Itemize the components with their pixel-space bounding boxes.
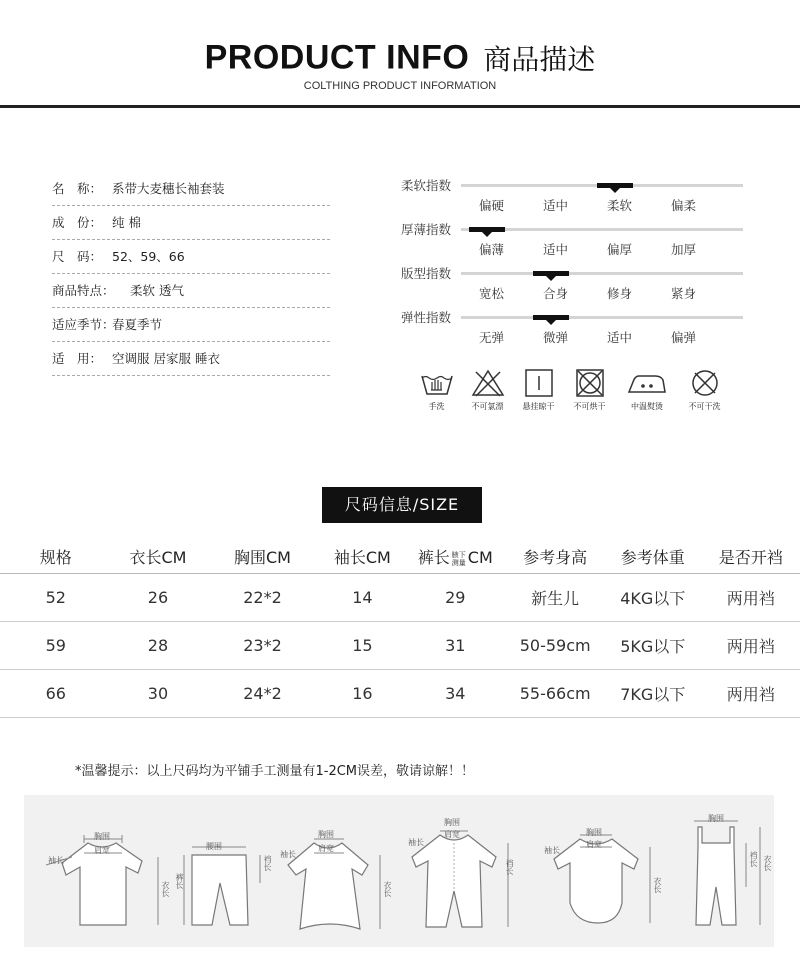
page-title [0, 38, 800, 78]
fabric-indices [401, 176, 746, 352]
cell-crotch: 两用裆 [726, 637, 775, 656]
product-info-list [52, 172, 330, 376]
index-option: 无弹 [479, 330, 505, 345]
cell-chest: 23*2 [243, 636, 282, 655]
care-item [618, 368, 676, 412]
col-header-chest: 胸围CM [234, 548, 291, 567]
label-shoulder: 肩宽 [444, 830, 460, 839]
col-header-crotch: 是否开裆 [718, 548, 783, 567]
cell-height: 50-59cm [519, 636, 591, 655]
index-track [461, 316, 743, 319]
label-chest: 胸围 [586, 828, 602, 837]
label-crotch: 裆长 [505, 859, 514, 875]
cell-sleeve: 14 [352, 588, 373, 607]
col-header-length: 衣长CM [129, 548, 187, 567]
care-item [414, 368, 459, 412]
page-subtitle: COLTHING PRODUCT INFORMATION [303, 80, 497, 92]
size-banner: 尺码信息/SIZE [322, 487, 482, 523]
index-option: 加厚 [671, 242, 697, 257]
col-header-weight: 参考体重 [620, 548, 685, 567]
pants-unit: CM [467, 548, 493, 567]
col-header-pants [404, 545, 506, 568]
cell-sleeve: 15 [352, 636, 373, 655]
index-option: 合身 [543, 286, 569, 301]
index-label: 柔软指数 [401, 178, 452, 193]
care-label: 不可烘干 [573, 402, 606, 411]
cell-spec: 59 [45, 636, 66, 655]
label-length: 衣长 [653, 877, 662, 893]
index-option: 紧身 [671, 286, 697, 301]
care-item [516, 368, 561, 412]
table-header-row [0, 540, 800, 574]
info-key: 尺 码： [52, 249, 103, 264]
label-pants-length: 裤长 [175, 873, 184, 889]
pants-diagram [172, 795, 272, 947]
label-crotch: 裆长 [263, 855, 272, 871]
overalls-diagram [672, 795, 772, 947]
index-option: 适中 [543, 198, 569, 213]
measurement-diagrams [24, 795, 774, 947]
care-label: 中温熨烫 [631, 402, 663, 411]
cell-length: 28 [147, 636, 169, 655]
cell-sleeve: 16 [352, 684, 373, 703]
label-chest: 胸围 [708, 814, 724, 823]
index-option: 偏弹 [671, 330, 697, 345]
label-chest: 胸围 [444, 818, 460, 827]
care-label: 悬挂晾干 [522, 402, 555, 411]
label-sleeve: 袖长 [48, 856, 64, 865]
index-option: 偏薄 [479, 242, 505, 257]
no-dry-clean-icon [687, 368, 723, 398]
care-item [567, 368, 612, 412]
thickness-index [401, 220, 746, 264]
cell-chest: 22*2 [243, 588, 282, 607]
top-diagram [38, 795, 168, 947]
label-sleeve: 袖长 [280, 850, 296, 859]
label-waist: 腰围 [206, 842, 222, 851]
cell-weight: 7KG以下 [620, 685, 686, 704]
cell-weight: 5KG以下 [620, 637, 686, 656]
info-row-features [52, 274, 330, 308]
cell-spec: 66 [45, 684, 66, 703]
fit-index [401, 264, 746, 308]
bodysuit-diagram [534, 795, 664, 947]
header-divider [0, 105, 800, 108]
index-track [461, 272, 743, 275]
title-en: PRODUCT INFO [204, 38, 470, 77]
cell-pants: 31 [445, 636, 466, 655]
note-top: 腋下 [451, 550, 466, 559]
index-option: 适中 [543, 242, 569, 257]
info-value: 52、59、66 [112, 249, 185, 264]
index-label: 版型指数 [401, 266, 452, 281]
label-chest: 胸围 [318, 830, 334, 839]
no-tumble-dry-icon [572, 368, 608, 398]
info-value: 纯 棉 [112, 215, 141, 230]
hand-wash-icon [419, 368, 455, 398]
col-header-sleeve: 袖长CM [333, 548, 391, 567]
info-row-size [52, 240, 330, 274]
index-label: 弹性指数 [401, 310, 452, 325]
label-shoulder: 肩宽 [94, 846, 110, 855]
index-option: 偏硬 [479, 198, 505, 213]
table-row [0, 622, 800, 670]
info-value: 空调服 居家服 睡衣 [112, 351, 220, 366]
cell-length: 30 [147, 684, 169, 703]
info-key: 商品特点： [52, 283, 115, 298]
hang-dry-icon [521, 368, 557, 398]
measure-note [452, 551, 466, 567]
info-key: 成 份： [52, 215, 103, 230]
info-value: 系带大麦穗长袖套装 [112, 181, 225, 196]
index-option: 适中 [607, 330, 633, 345]
index-marker [533, 315, 569, 320]
label-sleeve: 袖长 [544, 846, 560, 855]
info-value: 柔软 透气 [130, 283, 184, 298]
index-track [461, 184, 743, 187]
info-value: 春夏季节 [112, 317, 163, 332]
romper-diagram [404, 795, 524, 947]
cell-crotch: 两用裆 [726, 589, 775, 608]
care-instructions [414, 368, 733, 412]
note-bottom: 测量 [451, 558, 466, 567]
index-option: 修身 [607, 286, 633, 301]
iron-medium-icon [625, 368, 669, 398]
info-row-material [52, 206, 330, 240]
label-length: 衣长 [383, 881, 392, 897]
col-header-spec: 规格 [39, 548, 72, 567]
no-bleach-icon [470, 368, 506, 398]
index-option: 微弹 [543, 330, 569, 345]
info-row-season [52, 308, 330, 342]
cell-height: 55-66cm [519, 684, 591, 703]
care-label: 不可氯漂 [471, 402, 504, 411]
label-chest: 胸围 [94, 832, 110, 841]
cell-length: 26 [147, 588, 169, 607]
cell-crotch: 两用裆 [726, 685, 775, 704]
index-option: 偏厚 [607, 242, 633, 257]
elasticity-index [401, 308, 746, 352]
size-table [0, 540, 800, 718]
cell-chest: 24*2 [243, 684, 282, 703]
care-item [682, 368, 727, 412]
label-shoulder: 肩宽 [586, 840, 602, 849]
care-item [465, 368, 510, 412]
info-row-name [52, 172, 330, 206]
measurement-note: *温馨提示：以上尺码均为平铺手工测量有1-2CM误差，敬请谅解！！ [75, 764, 475, 779]
care-label: 手洗 [428, 402, 445, 411]
care-label: 不可干洗 [688, 402, 721, 411]
index-track [461, 228, 743, 231]
softness-index [401, 176, 746, 220]
info-key: 适 用： [52, 351, 103, 366]
index-option: 宽松 [479, 286, 505, 301]
label-crotch: 裆长 [749, 851, 758, 867]
pants-label: 裤长 [417, 548, 450, 567]
wrap-top-diagram [274, 795, 394, 947]
cell-weight: 4KG以下 [620, 589, 686, 608]
label-length: 衣长 [161, 881, 170, 897]
col-header-height: 参考身高 [523, 548, 588, 567]
info-key: 适应季节： [52, 317, 115, 332]
cell-spec: 52 [45, 588, 66, 607]
index-marker [533, 271, 569, 276]
index-marker [469, 227, 505, 232]
cell-height: 新生儿 [531, 589, 580, 608]
info-row-usage [52, 342, 330, 376]
index-label: 厚薄指数 [401, 222, 452, 237]
label-shoulder: 肩宽 [318, 844, 334, 853]
index-option: 偏柔 [671, 198, 697, 213]
table-row [0, 574, 800, 622]
table-row [0, 670, 800, 718]
info-key: 名 称： [52, 181, 103, 196]
index-option: 柔软 [607, 198, 633, 213]
index-marker [597, 183, 633, 188]
label-sleeve: 袖长 [408, 838, 424, 847]
cell-pants: 29 [445, 588, 466, 607]
cell-pants: 34 [445, 684, 466, 703]
label-length: 衣长 [763, 855, 772, 871]
title-cn: 商品描述 [483, 43, 596, 76]
